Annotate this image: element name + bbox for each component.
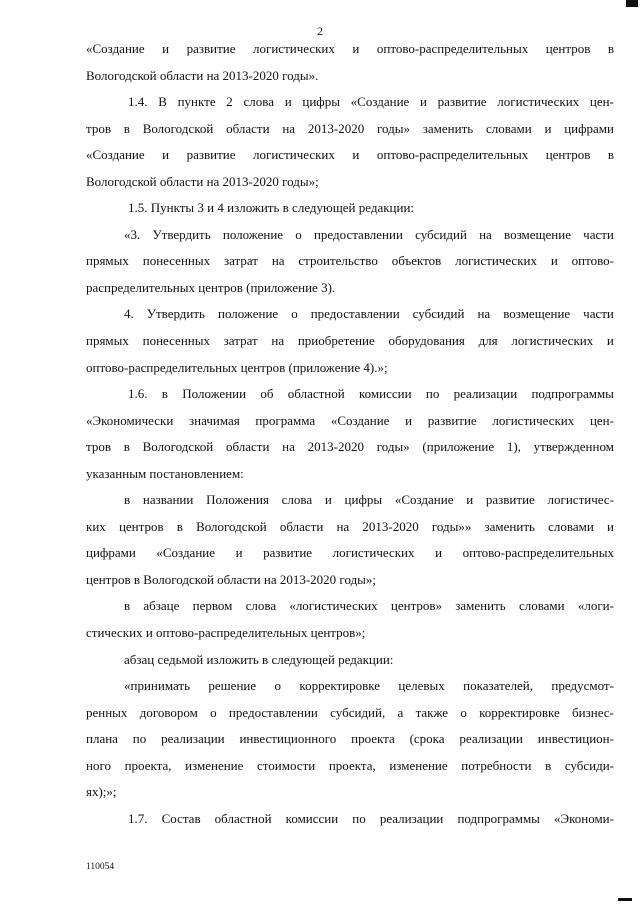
word: логистических: [497, 94, 580, 110]
word: «Создание: [330, 412, 390, 428]
word: решение: [208, 678, 257, 694]
word: центров: [545, 147, 591, 163]
word: «Создание: [86, 147, 145, 163]
word: области: [279, 518, 324, 534]
word: логистических: [492, 412, 575, 428]
word: проекта,: [124, 757, 172, 773]
text-line: распределительных центров (приложение 3).: [86, 279, 336, 295]
word: и: [324, 492, 332, 508]
word: «Создание: [86, 41, 145, 56]
word: на: [282, 439, 295, 455]
word: субсидий,: [330, 704, 386, 720]
word: предусмот-: [551, 678, 614, 694]
word: развитие: [186, 147, 236, 163]
word: центров: [118, 518, 164, 534]
word: субсидий: [412, 306, 465, 322]
word: части: [583, 306, 614, 322]
word: реализации: [161, 731, 225, 747]
word: на: [282, 120, 296, 136]
text-line: ях);»;: [86, 784, 117, 800]
word: части: [583, 226, 614, 242]
word: понесенных: [142, 333, 210, 349]
word: оптово-распределительных: [376, 41, 529, 56]
word: «Создание: [156, 545, 216, 561]
word: и: [352, 147, 360, 163]
text-line: [86, 222, 614, 249]
word: цифры: [344, 492, 383, 508]
word: понесенных: [142, 253, 211, 269]
text-line: [86, 248, 614, 275]
word: субсиди-: [564, 757, 614, 773]
word: предоставлении: [313, 226, 403, 242]
scan-mark-bottom: [618, 898, 632, 901]
word: целевых: [398, 678, 445, 694]
word: развитие: [427, 412, 477, 428]
word: «Создание: [394, 492, 454, 508]
word: по: [425, 386, 440, 402]
document-code: 110054: [86, 862, 115, 872]
word: пункте: [177, 94, 216, 110]
word: цифрами: [86, 545, 136, 561]
word: возмещение: [503, 306, 571, 322]
text-line: [86, 434, 614, 461]
text-line: [86, 673, 614, 700]
page-number: 2: [317, 24, 323, 38]
word: Вологодской: [142, 120, 214, 136]
text-line: [86, 514, 614, 541]
text-line: [86, 381, 614, 408]
text-line: [86, 700, 614, 727]
word: утвержденном: [533, 439, 614, 455]
word: для: [478, 333, 498, 349]
word: в: [123, 120, 130, 136]
word: Утвердить: [152, 226, 211, 242]
word: «Создание: [350, 94, 410, 110]
word: комиссии: [359, 386, 412, 402]
word: оптово-распределительных: [462, 545, 614, 561]
word: потребности: [461, 757, 532, 773]
word: (срока: [409, 731, 445, 747]
word: реализации: [459, 731, 523, 747]
text-line: [86, 487, 614, 514]
word: в: [176, 518, 183, 534]
word: программа: [255, 412, 316, 428]
word: Вологодской: [142, 439, 214, 455]
word: подпрограммы: [457, 810, 540, 826]
word: «логистических: [289, 598, 378, 614]
word: значимая: [189, 412, 240, 428]
text-line: [86, 328, 614, 355]
word: оборудования: [388, 333, 465, 349]
word: и: [466, 492, 474, 508]
word: прямых: [86, 333, 129, 349]
word: логистических: [253, 147, 335, 163]
word: названии: [142, 492, 194, 508]
word: Положения: [206, 492, 269, 508]
word: корректировке: [479, 704, 560, 720]
word: на: [479, 226, 492, 242]
word: и: [606, 518, 614, 534]
word: слова: [281, 492, 313, 508]
word: в: [545, 757, 552, 773]
word: заменить: [422, 120, 474, 136]
word: годы»: [376, 120, 410, 136]
word: в: [607, 147, 614, 163]
word: логистических: [253, 41, 335, 56]
word: по: [352, 810, 366, 826]
word: «3.: [124, 226, 141, 242]
word: «Экономи-: [554, 810, 614, 826]
word: логистических: [332, 545, 415, 561]
word: логистических: [511, 333, 594, 349]
word: и: [284, 94, 292, 110]
word: и: [420, 94, 427, 110]
word: комиссии: [285, 810, 339, 826]
word: на: [477, 306, 491, 322]
word: приобретение: [297, 333, 375, 349]
word: и: [162, 41, 170, 56]
text-line: центров в Вологодской области на 2013-2020 годы»;: [86, 571, 377, 587]
word: развитие: [437, 94, 487, 110]
word: 1),: [506, 439, 521, 455]
word: ренных: [86, 704, 128, 720]
word: возмещение: [504, 226, 571, 242]
text-line: [86, 36, 614, 63]
word: тров: [86, 439, 111, 455]
word: по: [132, 731, 147, 747]
word: предоставлении: [310, 306, 400, 322]
word: показателей,: [463, 678, 534, 694]
word: инвестиционного: [239, 731, 337, 747]
text-line: [86, 593, 614, 620]
word: области: [225, 439, 270, 455]
word: «Экономически: [86, 412, 174, 428]
word: слова: [245, 598, 277, 614]
word: оптово-распределительных: [376, 147, 529, 163]
text-line: [86, 753, 614, 780]
word: центров: [545, 41, 591, 56]
word: и: [544, 120, 552, 136]
word: изменение: [389, 757, 448, 773]
word: словами: [485, 120, 532, 136]
word: подпрограммы: [531, 386, 614, 402]
word: и: [606, 333, 614, 349]
word: 2013-2020: [307, 120, 365, 136]
word: реализации: [453, 386, 518, 402]
word: логистических: [455, 253, 537, 269]
text-line: [86, 301, 614, 328]
word: бизнес-: [572, 704, 614, 720]
text-line: стических и оптово-распределительных центров»;: [86, 625, 366, 641]
word: заменить: [455, 598, 506, 614]
word: оптово-: [571, 253, 614, 269]
word: «логи-: [577, 598, 614, 614]
text-line: оптово-распределительных центров (приложение 4).»;: [86, 359, 388, 375]
word: изменение: [185, 757, 244, 773]
word: в: [161, 386, 168, 402]
word: субсидий: [415, 226, 467, 242]
word: а: [397, 704, 404, 720]
word: о: [274, 678, 282, 694]
word: строительство: [298, 253, 378, 269]
word: на: [336, 518, 350, 534]
text-line: абзац седьмой изложить в следующей редакции:: [124, 651, 394, 667]
text-line: [86, 116, 614, 143]
word: 2013-2020: [307, 439, 364, 455]
word: в: [607, 41, 614, 56]
word: о: [291, 306, 298, 322]
word: 1.7.: [128, 810, 148, 826]
word: о: [295, 226, 302, 242]
word: развитие: [186, 41, 236, 56]
word: и: [235, 545, 243, 561]
word: цен-: [589, 94, 614, 110]
text-line: [86, 408, 614, 435]
word: проекта,: [328, 757, 376, 773]
scan-mark-top: [626, 0, 638, 7]
word: В: [158, 94, 167, 110]
word: заменить: [484, 518, 535, 534]
word: развитие: [485, 492, 535, 508]
word: центров»: [390, 598, 443, 614]
word: годы»: [376, 439, 410, 455]
word: стоимости: [257, 757, 316, 773]
text-line: указанным постановлением:: [86, 465, 244, 481]
word: и: [162, 147, 170, 163]
word: затрат: [223, 253, 258, 269]
word: развитие: [263, 545, 313, 561]
word: годы»»: [431, 518, 472, 534]
word: проекта: [351, 731, 395, 747]
word: Состав: [161, 810, 201, 826]
text-line: [86, 540, 614, 567]
word: (приложение: [422, 439, 495, 455]
word: словами: [518, 598, 565, 614]
word: реализации: [379, 810, 444, 826]
word: ного: [86, 757, 111, 773]
word: цифры: [302, 94, 340, 110]
word: договором: [139, 704, 198, 720]
word: затрат: [223, 333, 258, 349]
word: Утвердить: [146, 306, 205, 322]
word: 4.: [124, 306, 134, 322]
word: и: [405, 412, 413, 428]
word: «принимать: [124, 678, 191, 694]
word: 2013-2020: [362, 518, 419, 534]
word: логистичес-: [547, 492, 614, 508]
text-line: [86, 142, 614, 169]
word: цен-: [589, 412, 614, 428]
text-line: [86, 726, 614, 753]
word: положение: [217, 306, 279, 322]
word: о: [460, 704, 467, 720]
word: и: [352, 41, 360, 56]
word: областной: [214, 810, 272, 826]
word: слова: [243, 94, 274, 110]
word: первом: [192, 598, 233, 614]
word: на: [271, 253, 285, 269]
word: 1.6.: [128, 386, 148, 402]
word: в: [124, 492, 131, 508]
word: и: [435, 545, 443, 561]
word: предоставлении: [228, 704, 318, 720]
word: прямых: [86, 253, 129, 269]
word: об: [260, 386, 274, 402]
word: инвестицион-: [537, 731, 614, 747]
word: и: [550, 253, 558, 269]
word: Положении: [182, 386, 247, 402]
word: 2: [226, 94, 233, 110]
text-line: Вологодской области на 2013-2020 годы».: [86, 67, 319, 83]
word: 1.4.: [128, 94, 148, 110]
word: областной: [287, 386, 345, 402]
word: тров: [86, 120, 111, 136]
word: о: [210, 704, 217, 720]
text-line: Вологодской области на 2013-2020 годы»;: [86, 173, 319, 189]
word: на: [271, 333, 285, 349]
word: абзаце: [143, 598, 180, 614]
text-line: [86, 89, 614, 116]
word: области: [226, 120, 270, 136]
word: корректировке: [299, 678, 381, 694]
word: плана: [86, 731, 118, 747]
text-line: [86, 806, 614, 833]
word: цифрами: [564, 120, 614, 136]
word: ких: [86, 518, 106, 534]
word: в: [124, 598, 131, 614]
text-line: 1.5. Пункты 3 и 4 изложить в следующей редакции:: [128, 200, 415, 216]
document-body: [86, 36, 614, 832]
word: в: [123, 439, 130, 455]
word: также: [415, 704, 449, 720]
word: словами: [548, 518, 594, 534]
word: Вологодской: [196, 518, 267, 534]
word: положение: [222, 226, 284, 242]
word: объектов: [391, 253, 442, 269]
